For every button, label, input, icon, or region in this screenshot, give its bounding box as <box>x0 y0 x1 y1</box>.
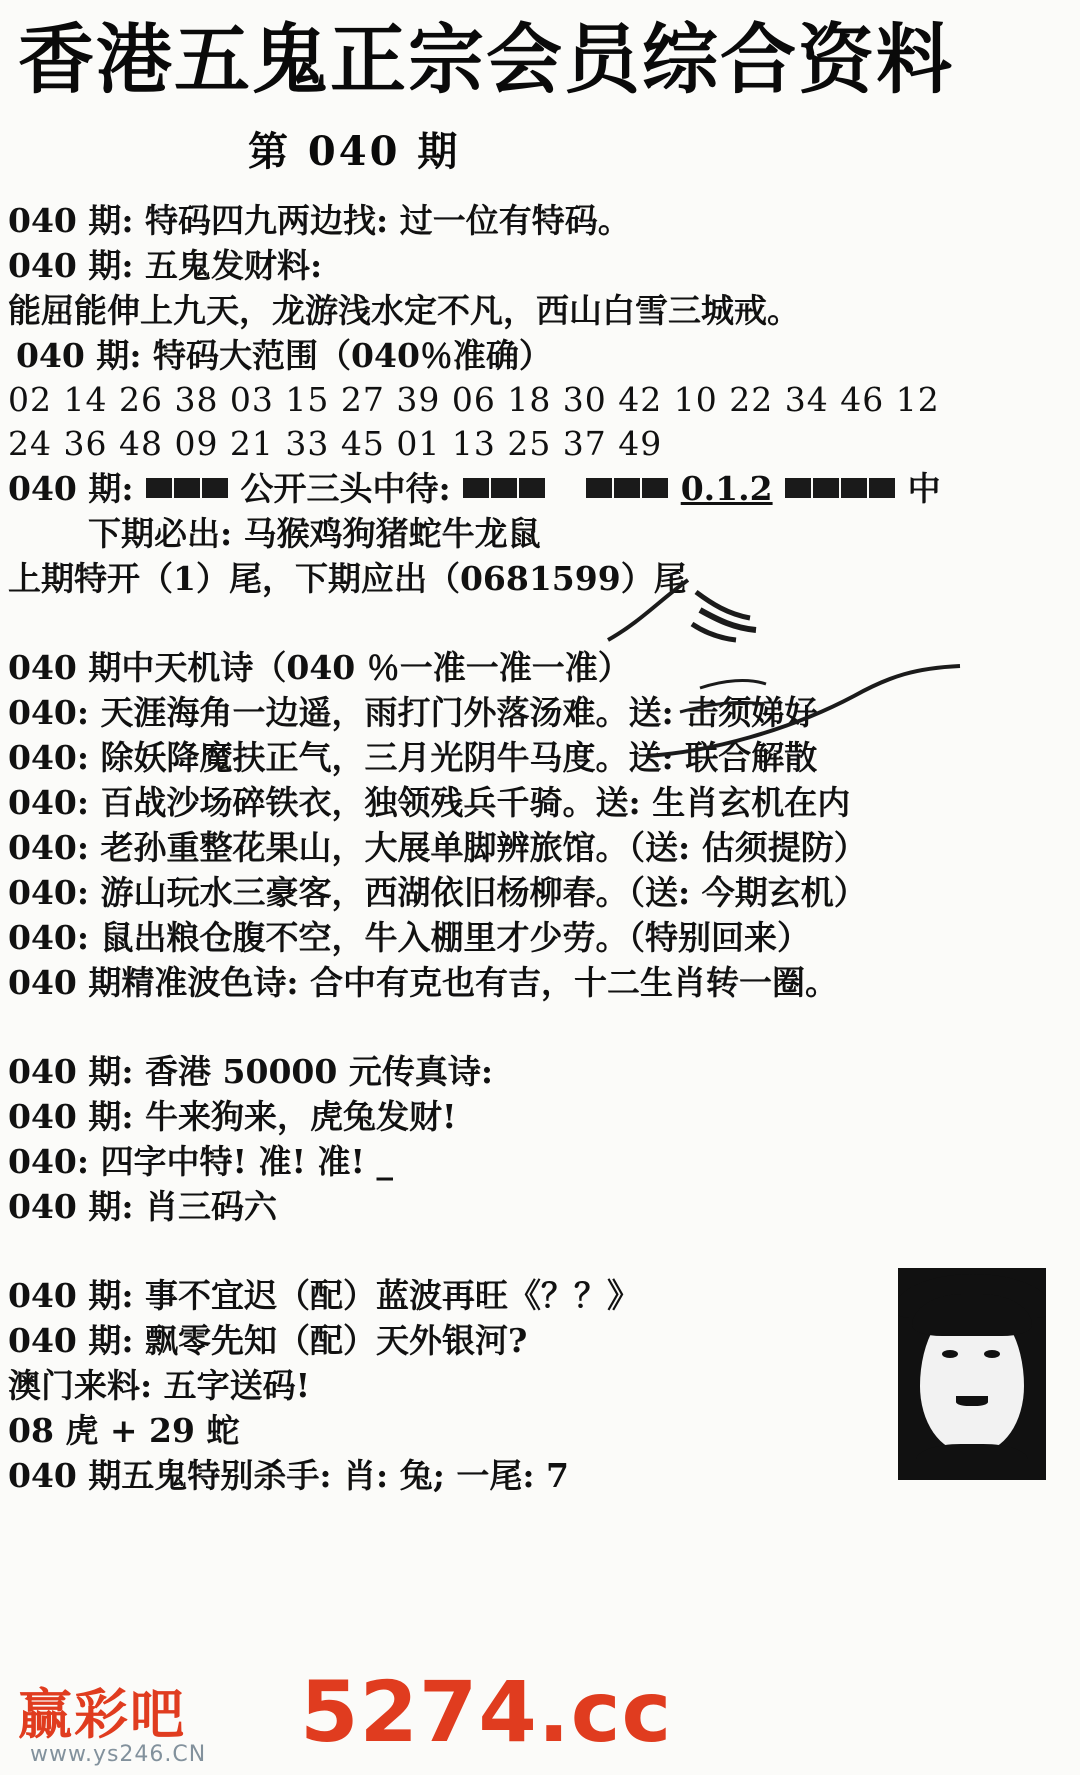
spacer <box>8 1027 1072 1049</box>
spacer <box>8 1229 1072 1251</box>
poem-line: 040: 百战沙场碎铁衣，独领残兵千骑。送: 生肖玄机在内 <box>8 783 851 822</box>
page-title: 香港五鬼正宗会员综合资料 <box>18 15 954 104</box>
text-line: 上期特开（1）尾，下期应出（0681599）尾 <box>8 559 687 598</box>
text-line: 澳门来料: 五字送码! <box>8 1366 311 1405</box>
text-line: 040 期: 事不宜迟（配）蓝波再旺《？？》 <box>8 1276 641 1315</box>
redaction-blocks <box>145 469 229 508</box>
watermark-brand: 赢彩吧 <box>18 1682 186 1746</box>
poem-section-header: 040 期中天机诗（040 ％一准一准一准） <box>8 648 631 687</box>
censored-numbers: 0.1.2 <box>680 469 773 508</box>
text-line: 040 期五鬼特别杀手: 肖: 兔; 一尾: 7 <box>8 1456 570 1495</box>
spacer <box>8 1005 1072 1027</box>
censored-line <box>8 466 1072 511</box>
text-line: 08 虎 + 29 蛇 <box>8 1411 240 1450</box>
range-numbers-row-1: 02 14 26 38 03 15 27 39 06 18 30 42 10 22 34 46 12 <box>8 380 940 419</box>
text-line: 040: 四字中特! 准! 准! _ <box>8 1142 393 1181</box>
text-line: 下期必出: 马猴鸡狗猪蛇牛龙鼠 <box>88 514 541 553</box>
redaction-blocks <box>462 469 546 508</box>
text-line: 040 期: 香港 50000 元传真诗: <box>8 1052 494 1091</box>
text-line: 040 期: 特码大范围（040％准确） <box>16 336 552 375</box>
range-numbers-row-2: 24 36 48 09 21 33 45 01 13 25 37 49 <box>8 424 663 463</box>
text-line: 040 期: 五鬼发财料: <box>8 246 323 285</box>
spacer <box>8 601 1072 623</box>
redaction-blocks <box>585 469 669 508</box>
poem-line: 040: 游山玩水三豪客，西湖依旧杨柳春。（送: 今期玄机） <box>8 873 867 912</box>
text-line: 040 期: 牛来狗来，虎兔发财! <box>8 1097 457 1136</box>
censored-mid: 公开三头中待: <box>240 469 463 508</box>
text-line: 040 期: 飘零先知（配）天外银河? <box>8 1321 528 1360</box>
text-line: 040 期: 特码四九两边找: 过一位有特码。 <box>8 201 631 240</box>
poem-line: 040: 鼠出粮仓腹不空，牛入棚里才少劳。（特别回来） <box>8 918 811 957</box>
text-line: 040 期: 肖三码六 <box>8 1187 278 1226</box>
portrait-photo <box>898 1268 1046 1480</box>
poem-line: 040: 天涯海角一边遥，雨打门外落汤难。送: 击须娣好 <box>8 693 818 732</box>
censored-suffix: 中 <box>907 469 941 508</box>
poem-line: 040: 除妖降魔扶正气，三月光阴牛马度。送: 联合解散 <box>8 738 818 777</box>
censored-prefix: 040 期: <box>8 469 146 508</box>
poem-line: 040: 老孙重整花果山，大展单脚辨旅馆。（送: 估须提防） <box>8 828 867 867</box>
watermark-url: 5274.cc <box>300 1663 673 1761</box>
spacer <box>8 623 1072 645</box>
watermark <box>0 1663 1080 1769</box>
issue-number: 第 040 期 <box>248 128 461 175</box>
watermark-url-small: www.ys246.CN <box>30 1742 207 1767</box>
redaction-blocks <box>784 469 896 508</box>
color-poem-line: 040 期精准波色诗: 合中有克也有吉，十二生肖转一圈。 <box>8 963 839 1002</box>
text-line: 能屈能伸上九天，龙游浅水定不凡，西山白雪三城戒。 <box>8 291 800 330</box>
